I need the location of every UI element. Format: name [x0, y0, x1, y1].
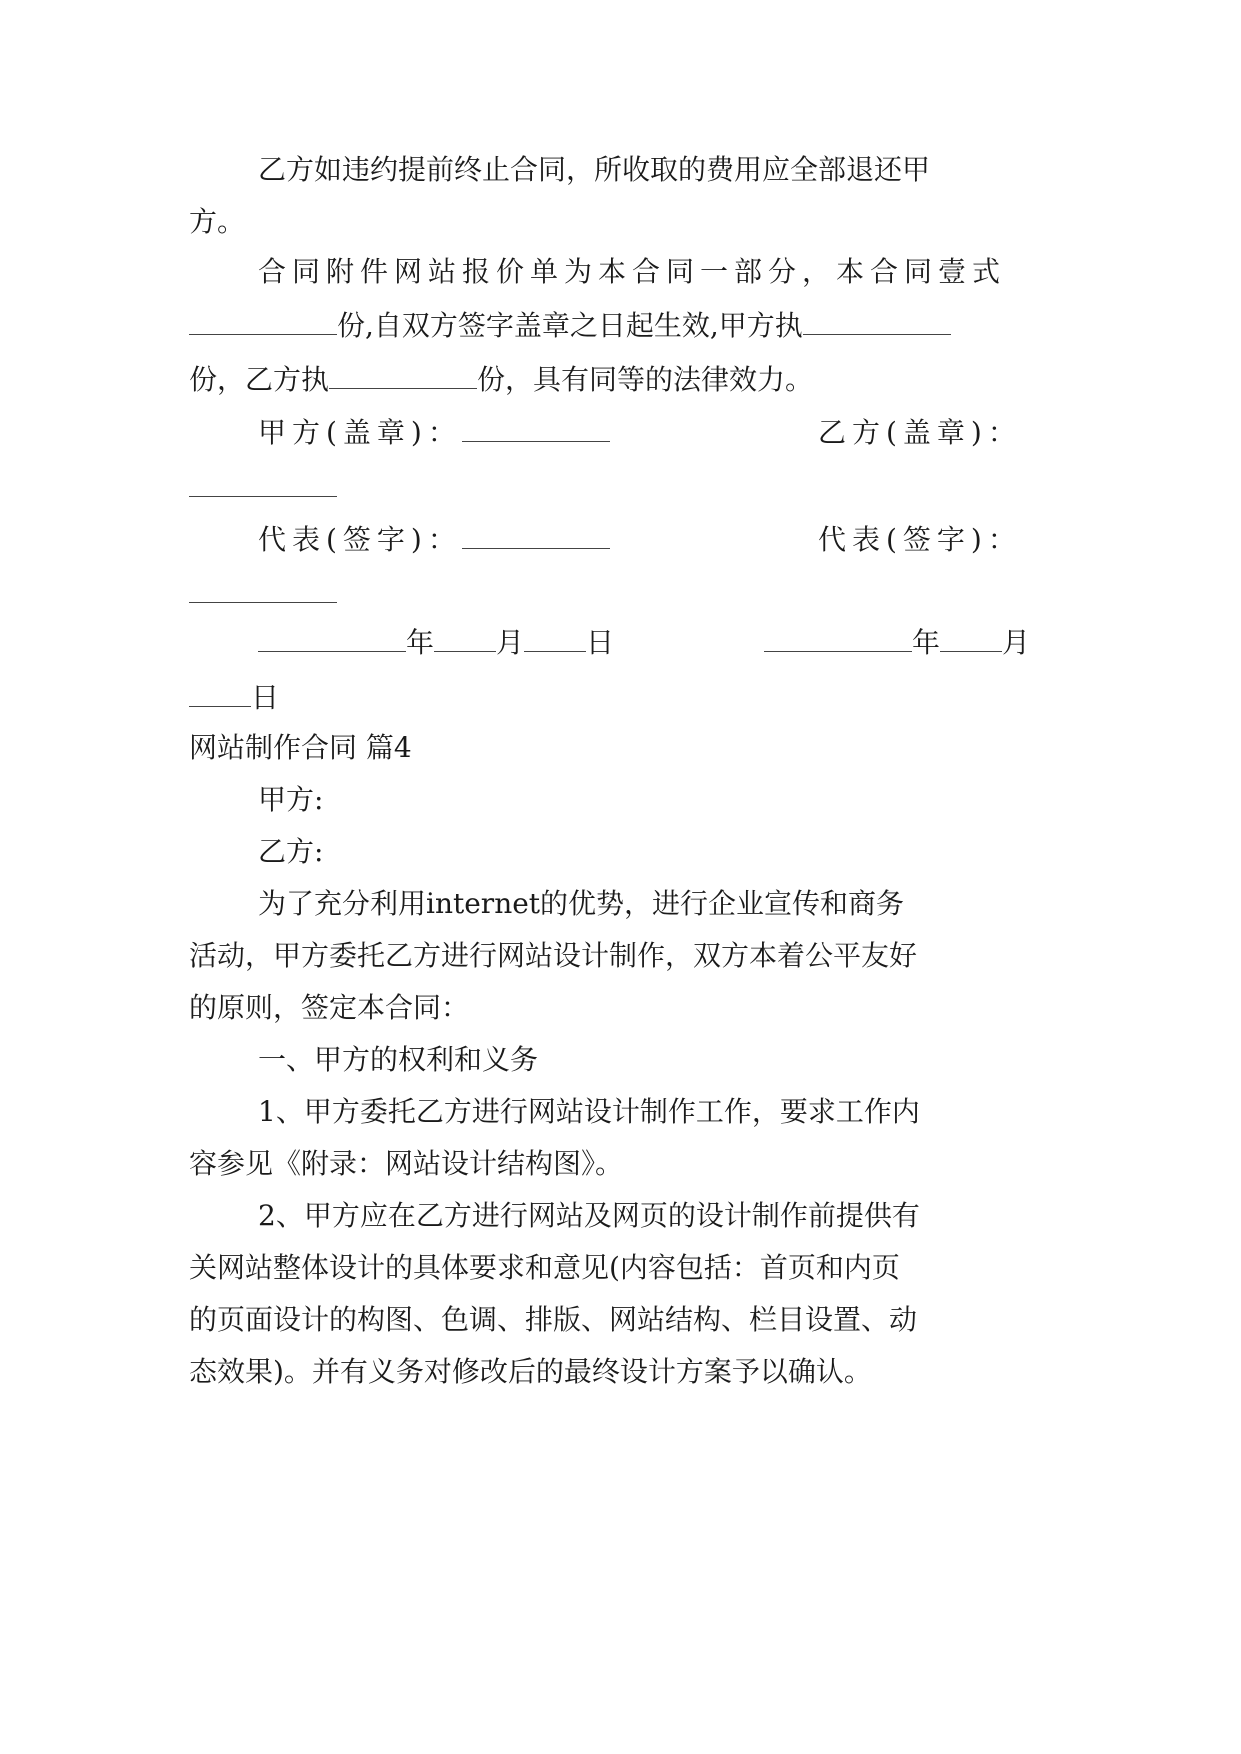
party-a-year-blank [258, 623, 406, 652]
party-a-seal-blank [462, 413, 610, 442]
party-b-seal-label: 乙方(盖章)： [818, 416, 1022, 449]
copies-total-blank [189, 306, 337, 335]
item2-line3: 的页面设计的构图、色调、排版、网站结构、栏目设置、动 [189, 1303, 918, 1336]
party-b-date-row [764, 613, 1030, 672]
party-b-seal-blank [189, 468, 337, 497]
party-a-rep-label: 代表(签字)： [258, 523, 462, 556]
party-a-month-label: 月 [496, 626, 525, 659]
party-b-month-blank [940, 623, 1002, 652]
party-b-seal-row [189, 458, 1059, 517]
party-b-rep-label: 代表(签字)： [818, 523, 1022, 556]
para2-line3 [189, 350, 1059, 409]
intro-line2: 活动，甲方委托乙方进行网站设计制作，双方本着公平友好 [189, 939, 918, 972]
item1-line1: 1、甲方委托乙方进行网站设计制作工作，要求工作内 [258, 1095, 920, 1128]
party-b-year-label: 年 [912, 626, 941, 659]
party-b-day-label: 日 [251, 681, 280, 714]
party-a-rep-row [258, 510, 610, 569]
party-b-month-label: 月 [1002, 626, 1031, 659]
para2-seg-b: 份，乙方执 [189, 363, 330, 396]
copies-party-b-blank [329, 360, 477, 389]
party-a-rep-blank [462, 520, 610, 549]
item2-line1: 2、甲方应在乙方进行网站及网页的设计制作前提供有 [258, 1199, 920, 1232]
party-a-seal-row [258, 403, 610, 462]
party-a-seal-label: 甲方(盖章)： [258, 416, 462, 449]
party-a-day-label: 日 [586, 626, 615, 659]
para1-line1: 乙方如违约提前终止合同，所收取的费用应全部退还甲 [258, 153, 931, 186]
item2-line2: 关网站整体设计的具体要求和意见(内容包括：首页和内页 [189, 1251, 900, 1284]
section-heading: 网站制作合同 篇4 [189, 731, 412, 764]
intro-line1: 为了充分利用internet的优势，进行企业宣传和商务 [258, 887, 905, 920]
para2-line1: 合同附件网站报价单为本合同一部分，本合同壹式 [258, 255, 1007, 288]
para1-line2: 方。 [189, 205, 246, 238]
copies-party-a-blank [803, 306, 951, 335]
party-a-line: 甲方: [258, 783, 324, 816]
para2-seg-a: 份,自双方签字盖章之日起生效,甲方执 [337, 309, 803, 342]
item1-line2: 容参见《附录：网站设计结构图》。 [189, 1147, 624, 1180]
intro-line3: 的原则，签定本合同： [189, 991, 470, 1024]
party-b-day-blank [189, 678, 251, 707]
party-b-year-blank [764, 623, 912, 652]
party-b-rep-blank [189, 574, 337, 603]
para2-seg-c: 份，具有同等的法律效力。 [477, 363, 814, 396]
para2-line2 [189, 296, 1059, 355]
party-a-day-blank [524, 623, 586, 652]
party-a-year-label: 年 [406, 626, 435, 659]
party-b-line: 乙方: [258, 835, 324, 868]
party-a-month-blank [434, 623, 496, 652]
item2-line4: 态效果)。并有义务对修改后的最终设计方案予以确认。 [189, 1355, 872, 1388]
clause-heading: 一、甲方的权利和义务 [258, 1043, 539, 1076]
party-a-date-row [258, 613, 614, 672]
